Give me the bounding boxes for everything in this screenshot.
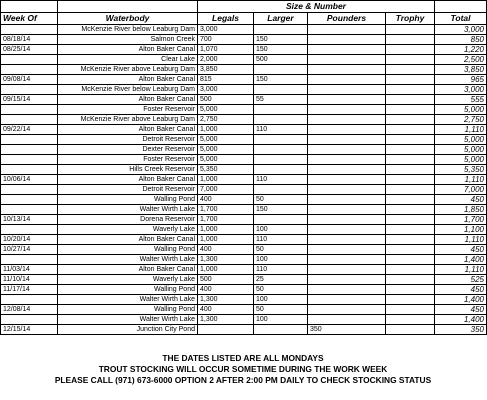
table-row bbox=[1, 255, 487, 265]
cell-legals: 5,000 bbox=[198, 135, 254, 145]
cell-total: 7,000 bbox=[435, 185, 487, 195]
cell-total: 1,110 bbox=[435, 235, 487, 245]
cell-pounders bbox=[308, 85, 386, 95]
footer-line-mondays: THE DATES LISTED ARE ALL MONDAYS bbox=[162, 353, 324, 363]
table-row bbox=[1, 295, 487, 305]
cell-pounders bbox=[308, 175, 386, 185]
cell-week bbox=[1, 135, 58, 145]
cell-waterbody: McKenzie River below Leaburg Dam bbox=[58, 85, 198, 95]
cell-larger bbox=[254, 135, 308, 145]
cell-week: 08/25/14 bbox=[1, 45, 58, 55]
cell-legals: 1,700 bbox=[198, 215, 254, 225]
cell-waterbody: Walter Wirth Lake bbox=[58, 315, 198, 325]
cell-pounders bbox=[308, 185, 386, 195]
cell-larger: 150 bbox=[254, 205, 308, 215]
table-row bbox=[1, 205, 487, 215]
cell-total: 2,500 bbox=[435, 55, 487, 65]
cell-waterbody: Detroit Reservoir bbox=[58, 135, 198, 145]
cell-trophy bbox=[386, 245, 435, 255]
cell-total: 5,000 bbox=[435, 155, 487, 165]
cell-pounders bbox=[308, 245, 386, 255]
footer-line-work-week: TROUT STOCKING WILL OCCUR SOMETIME DURING THE WORK WEEK bbox=[98, 364, 388, 374]
cell-pounders bbox=[308, 295, 386, 305]
cell-total: 525 bbox=[435, 275, 487, 285]
cell-trophy bbox=[386, 65, 435, 75]
cell-larger bbox=[254, 325, 308, 335]
cell-legals: 1,000 bbox=[198, 175, 254, 185]
cell-larger: 50 bbox=[254, 245, 308, 255]
cell-trophy bbox=[386, 275, 435, 285]
table-row bbox=[1, 265, 487, 275]
cell-pounders bbox=[308, 275, 386, 285]
table-row bbox=[1, 175, 487, 185]
cell-week bbox=[1, 25, 58, 35]
cell-total: 1,400 bbox=[435, 315, 487, 325]
cell-waterbody: Hills Creek Reservoir bbox=[58, 165, 198, 175]
table-row bbox=[1, 235, 487, 245]
cell-pounders bbox=[308, 155, 386, 165]
cell-pounders bbox=[308, 45, 386, 55]
cell-total: 1,700 bbox=[435, 215, 487, 225]
cell-larger bbox=[254, 215, 308, 225]
cell-waterbody: McKenzie River above Leaburg Dam bbox=[58, 115, 198, 125]
cell-legals: 1,000 bbox=[198, 225, 254, 235]
cell-pounders bbox=[308, 195, 386, 205]
cell-trophy bbox=[386, 225, 435, 235]
cell-pounders bbox=[308, 255, 386, 265]
cell-legals: 815 bbox=[198, 75, 254, 85]
table-row bbox=[1, 155, 487, 165]
cell-trophy bbox=[386, 295, 435, 305]
cell-trophy bbox=[386, 185, 435, 195]
cell-waterbody: Alton Baker Canal bbox=[58, 125, 198, 135]
cell-larger bbox=[254, 185, 308, 195]
cell-week: 09/15/14 bbox=[1, 95, 58, 105]
cell-larger: 25 bbox=[254, 275, 308, 285]
cell-larger: 150 bbox=[254, 35, 308, 45]
table-row bbox=[1, 65, 487, 75]
cell-waterbody: Dexter Reservoir bbox=[58, 145, 198, 155]
cell-waterbody: Detroit Reservoir bbox=[58, 185, 198, 195]
cell-pounders bbox=[308, 315, 386, 325]
cell-legals: 1,700 bbox=[198, 205, 254, 215]
table-row bbox=[1, 325, 487, 335]
cell-total: 5,000 bbox=[435, 135, 487, 145]
cell-waterbody: Clear Lake bbox=[58, 55, 198, 65]
cell-legals: 400 bbox=[198, 245, 254, 255]
cell-legals: 400 bbox=[198, 285, 254, 295]
cell-larger: 110 bbox=[254, 175, 308, 185]
cell-legals: 1,000 bbox=[198, 265, 254, 275]
header-group-row bbox=[1, 1, 487, 13]
cell-trophy bbox=[386, 305, 435, 315]
cell-total: 1,850 bbox=[435, 205, 487, 215]
cell-total: 1,400 bbox=[435, 255, 487, 265]
cell-larger: 110 bbox=[254, 125, 308, 135]
cell-legals: 1,300 bbox=[198, 315, 254, 325]
cell-pounders bbox=[308, 105, 386, 115]
cell-larger bbox=[254, 85, 308, 95]
cell-legals: 2,000 bbox=[198, 55, 254, 65]
cell-larger bbox=[254, 145, 308, 155]
cell-trophy bbox=[386, 25, 435, 35]
cell-legals: 3,000 bbox=[198, 25, 254, 35]
table-row bbox=[1, 165, 487, 175]
cell-week bbox=[1, 85, 58, 95]
cell-week: 10/06/14 bbox=[1, 175, 58, 185]
cell-waterbody: Foster Reservoir bbox=[58, 155, 198, 165]
col-legals: Legals bbox=[198, 13, 254, 25]
cell-total: 450 bbox=[435, 305, 487, 315]
cell-week bbox=[1, 115, 58, 125]
cell-waterbody: McKenzie River above Leaburg Dam bbox=[58, 65, 198, 75]
table-row bbox=[1, 45, 487, 55]
cell-larger: 50 bbox=[254, 305, 308, 315]
cell-pounders bbox=[308, 225, 386, 235]
cell-total: 1,110 bbox=[435, 125, 487, 135]
cell-legals: 2,750 bbox=[198, 115, 254, 125]
cell-trophy bbox=[386, 195, 435, 205]
cell-larger: 150 bbox=[254, 45, 308, 55]
cell-legals: 1,000 bbox=[198, 125, 254, 135]
cell-waterbody: Dorena Reservoir bbox=[58, 215, 198, 225]
cell-legals: 700 bbox=[198, 35, 254, 45]
cell-waterbody: Alton Baker Canal bbox=[58, 75, 198, 85]
cell-week bbox=[1, 155, 58, 165]
cell-waterbody: Walling Pond bbox=[58, 245, 198, 255]
cell-larger: 500 bbox=[254, 55, 308, 65]
cell-waterbody: Walter Wirth Lake bbox=[58, 205, 198, 215]
size-number-header: Size & Number bbox=[198, 1, 435, 13]
cell-week: 11/17/14 bbox=[1, 285, 58, 295]
cell-week bbox=[1, 195, 58, 205]
table-row bbox=[1, 285, 487, 295]
table-row bbox=[1, 85, 487, 95]
cell-legals: 1,070 bbox=[198, 45, 254, 55]
cell-week: 11/10/14 bbox=[1, 275, 58, 285]
cell-larger: 100 bbox=[254, 315, 308, 325]
cell-waterbody: Salmon Creek bbox=[58, 35, 198, 45]
cell-legals: 3,850 bbox=[198, 65, 254, 75]
cell-trophy bbox=[386, 105, 435, 115]
cell-larger: 50 bbox=[254, 285, 308, 295]
cell-total: 3,850 bbox=[435, 65, 487, 75]
table-row bbox=[1, 95, 487, 105]
table-row bbox=[1, 215, 487, 225]
cell-pounders bbox=[308, 135, 386, 145]
table-row bbox=[1, 35, 487, 45]
cell-week: 10/13/14 bbox=[1, 215, 58, 225]
cell-week bbox=[1, 225, 58, 235]
cell-total: 1,110 bbox=[435, 175, 487, 185]
cell-total: 965 bbox=[435, 75, 487, 85]
cell-larger bbox=[254, 155, 308, 165]
cell-total: 450 bbox=[435, 195, 487, 205]
table-row bbox=[1, 185, 487, 195]
table-row bbox=[1, 225, 487, 235]
cell-pounders bbox=[308, 65, 386, 75]
cell-trophy bbox=[386, 145, 435, 155]
cell-waterbody: Waverly Lake bbox=[58, 275, 198, 285]
cell-larger: 110 bbox=[254, 235, 308, 245]
cell-legals: 5,000 bbox=[198, 155, 254, 165]
cell-legals: 5,350 bbox=[198, 165, 254, 175]
cell-waterbody: Alton Baker Canal bbox=[58, 175, 198, 185]
cell-larger: 110 bbox=[254, 265, 308, 275]
col-week-of: Week Of bbox=[1, 13, 58, 25]
cell-total: 1,400 bbox=[435, 295, 487, 305]
cell-waterbody: Alton Baker Canal bbox=[58, 235, 198, 245]
cell-pounders bbox=[308, 235, 386, 245]
cell-larger: 50 bbox=[254, 195, 308, 205]
table-row bbox=[1, 245, 487, 255]
cell-waterbody: McKenzie River below Leaburg Dam bbox=[58, 25, 198, 35]
col-trophy: Trophy bbox=[386, 13, 435, 25]
cell-total: 1,100 bbox=[435, 225, 487, 235]
cell-total: 850 bbox=[435, 35, 487, 45]
cell-legals bbox=[198, 325, 254, 335]
cell-trophy bbox=[386, 125, 435, 135]
cell-total: 3,000 bbox=[435, 25, 487, 35]
cell-week: 09/22/14 bbox=[1, 125, 58, 135]
cell-week bbox=[1, 145, 58, 155]
cell-trophy bbox=[386, 265, 435, 275]
cell-week: 12/08/14 bbox=[1, 305, 58, 315]
cell-legals: 7,000 bbox=[198, 185, 254, 195]
cell-week bbox=[1, 55, 58, 65]
cell-trophy bbox=[386, 285, 435, 295]
cell-waterbody: Walling Pond bbox=[58, 305, 198, 315]
footer-line-call: PLEASE CALL (971) 673-6000 OPTION 2 AFTER 2:00 PM DAILY TO CHECK STOCKING STATUS bbox=[54, 375, 432, 385]
cell-week: 10/27/14 bbox=[1, 245, 58, 255]
cell-waterbody: Alton Baker Canal bbox=[58, 95, 198, 105]
cell-total: 450 bbox=[435, 285, 487, 295]
cell-waterbody: Walling Pond bbox=[58, 285, 198, 295]
cell-pounders bbox=[308, 55, 386, 65]
col-pounders: Pounders bbox=[308, 13, 386, 25]
cell-pounders bbox=[308, 115, 386, 125]
cell-trophy bbox=[386, 205, 435, 215]
cell-larger bbox=[254, 165, 308, 175]
cell-pounders bbox=[308, 75, 386, 85]
cell-pounders bbox=[308, 25, 386, 35]
cell-legals: 5,000 bbox=[198, 145, 254, 155]
cell-total: 2,750 bbox=[435, 115, 487, 125]
cell-trophy bbox=[386, 315, 435, 325]
cell-week: 11/03/14 bbox=[1, 265, 58, 275]
footer-notes bbox=[0, 353, 486, 386]
cell-pounders bbox=[308, 145, 386, 155]
cell-week bbox=[1, 255, 58, 265]
cell-trophy bbox=[386, 95, 435, 105]
cell-week bbox=[1, 105, 58, 115]
cell-total: 350 bbox=[435, 325, 487, 335]
table-row bbox=[1, 115, 487, 125]
cell-larger: 100 bbox=[254, 225, 308, 235]
cell-trophy bbox=[386, 55, 435, 65]
cell-total: 1,110 bbox=[435, 265, 487, 275]
cell-legals: 1,000 bbox=[198, 235, 254, 245]
cell-legals: 400 bbox=[198, 195, 254, 205]
table-row bbox=[1, 105, 487, 115]
cell-larger bbox=[254, 115, 308, 125]
cell-waterbody: Walter Wirth Lake bbox=[58, 295, 198, 305]
cell-legals: 500 bbox=[198, 275, 254, 285]
table-row bbox=[1, 55, 487, 65]
cell-legals: 400 bbox=[198, 305, 254, 315]
header-row bbox=[1, 13, 487, 25]
cell-waterbody: Foster Reservoir bbox=[58, 105, 198, 115]
table-row bbox=[1, 305, 487, 315]
cell-trophy bbox=[386, 115, 435, 125]
cell-week bbox=[1, 65, 58, 75]
cell-total: 555 bbox=[435, 95, 487, 105]
cell-week: 09/08/14 bbox=[1, 75, 58, 85]
cell-trophy bbox=[386, 165, 435, 175]
cell-larger: 150 bbox=[254, 75, 308, 85]
table-row bbox=[1, 195, 487, 205]
table-row bbox=[1, 135, 487, 145]
cell-pounders bbox=[308, 305, 386, 315]
table-row bbox=[1, 315, 487, 325]
cell-week: 08/18/14 bbox=[1, 35, 58, 45]
cell-waterbody: Waverly Lake bbox=[58, 225, 198, 235]
cell-trophy bbox=[386, 255, 435, 265]
cell-trophy bbox=[386, 325, 435, 335]
col-larger: Larger bbox=[254, 13, 308, 25]
cell-waterbody: Alton Baker Canal bbox=[58, 45, 198, 55]
table-row bbox=[1, 75, 487, 85]
cell-trophy bbox=[386, 215, 435, 225]
cell-legals: 5,000 bbox=[198, 105, 254, 115]
cell-trophy bbox=[386, 45, 435, 55]
cell-pounders bbox=[308, 285, 386, 295]
cell-week bbox=[1, 295, 58, 305]
cell-legals: 500 bbox=[198, 95, 254, 105]
cell-legals: 3,000 bbox=[198, 85, 254, 95]
cell-larger: 100 bbox=[254, 295, 308, 305]
col-waterbody: Waterbody bbox=[58, 13, 198, 25]
col-total: Total bbox=[435, 13, 487, 25]
table-row bbox=[1, 25, 487, 35]
table-row bbox=[1, 275, 487, 285]
cell-larger bbox=[254, 25, 308, 35]
cell-legals: 1,300 bbox=[198, 295, 254, 305]
cell-pounders bbox=[308, 265, 386, 275]
cell-total: 5,000 bbox=[435, 105, 487, 115]
cell-pounders bbox=[308, 215, 386, 225]
cell-pounders bbox=[308, 35, 386, 45]
cell-waterbody: Walter Wirth Lake bbox=[58, 255, 198, 265]
cell-larger: 100 bbox=[254, 255, 308, 265]
cell-week: 12/15/14 bbox=[1, 325, 58, 335]
cell-larger: 55 bbox=[254, 95, 308, 105]
cell-waterbody: Walling Pond bbox=[58, 195, 198, 205]
cell-trophy bbox=[386, 135, 435, 145]
cell-week bbox=[1, 205, 58, 215]
table-body bbox=[1, 25, 487, 335]
cell-week bbox=[1, 165, 58, 175]
cell-larger bbox=[254, 65, 308, 75]
cell-week: 10/20/14 bbox=[1, 235, 58, 245]
cell-total: 450 bbox=[435, 245, 487, 255]
cell-legals: 1,300 bbox=[198, 255, 254, 265]
cell-trophy bbox=[386, 235, 435, 245]
cell-total: 5,000 bbox=[435, 145, 487, 155]
cell-pounders bbox=[308, 95, 386, 105]
cell-larger bbox=[254, 105, 308, 115]
cell-pounders bbox=[308, 205, 386, 215]
cell-trophy bbox=[386, 85, 435, 95]
cell-total: 3,000 bbox=[435, 85, 487, 95]
cell-waterbody: Alton Baker Canal bbox=[58, 265, 198, 275]
cell-total: 1,220 bbox=[435, 45, 487, 55]
cell-waterbody: Junction City Pond bbox=[58, 325, 198, 335]
cell-trophy bbox=[386, 35, 435, 45]
cell-trophy bbox=[386, 155, 435, 165]
cell-trophy bbox=[386, 75, 435, 85]
table-row bbox=[1, 145, 487, 155]
cell-pounders bbox=[308, 125, 386, 135]
cell-week bbox=[1, 315, 58, 325]
cell-total: 5,350 bbox=[435, 165, 487, 175]
cell-pounders bbox=[308, 165, 386, 175]
cell-trophy bbox=[386, 175, 435, 185]
table-row bbox=[1, 125, 487, 135]
cell-pounders: 350 bbox=[308, 325, 386, 335]
cell-week bbox=[1, 185, 58, 195]
